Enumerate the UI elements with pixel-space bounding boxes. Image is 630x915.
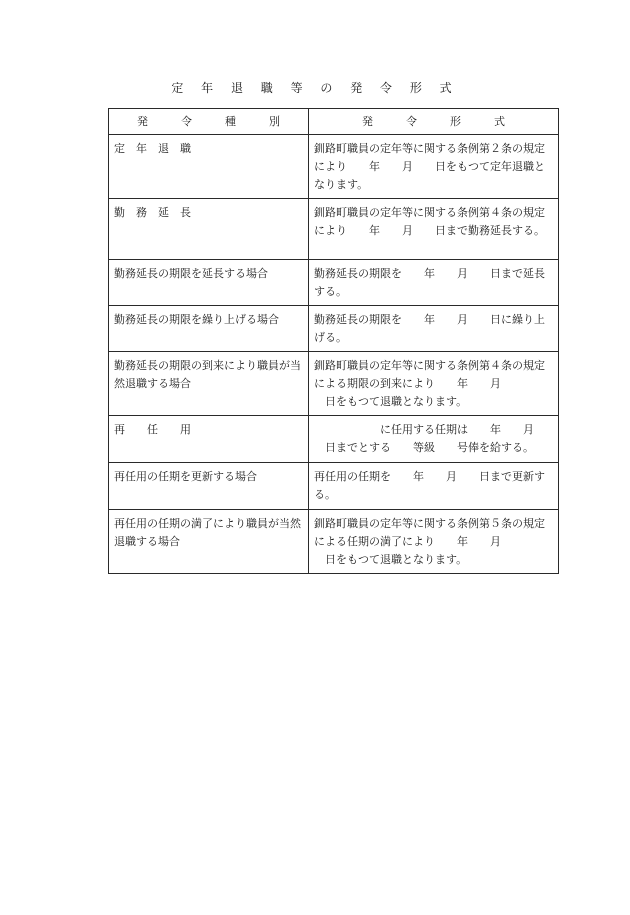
table-row bbox=[109, 416, 559, 463]
header-appointment-type: 発 令 種 別 bbox=[109, 109, 309, 135]
appointment-type-cell: 勤務延長の期限を繰り上げる場合 bbox=[109, 306, 309, 352]
appointment-type-cell: 再 任 用 bbox=[109, 416, 309, 463]
table-row bbox=[109, 135, 559, 199]
appointment-format-cell: 勤務延長の期限を 年 月 日に繰り上げる。 bbox=[309, 306, 559, 352]
document-title: 定 年 退 職 等 の 発 令 形 式 bbox=[171, 81, 459, 95]
appointment-format-cell: 釧路町職員の定年等に関する条例第５条の規定による任期の満了により 年 月 日をもつて退職となります。 bbox=[309, 510, 559, 574]
appointment-format-cell: 釧路町職員の定年等に関する条例第４条の規定による期限の到来により 年 月 日をもつて退職となります。 bbox=[309, 352, 559, 416]
appointment-type-cell: 勤務延長の期限の到来により職員が当然退職する場合 bbox=[109, 352, 309, 416]
appointment-type-cell: 再任用の任期を更新する場合 bbox=[109, 463, 309, 510]
appointment-format-cell: に任用する任期は 年 月 日までとする 等級 号俸を給する。 bbox=[309, 416, 559, 463]
table-row bbox=[109, 352, 559, 416]
appointment-format-cell: 釧路町職員の定年等に関する条例第２条の規定により 年 月 日をもつて定年退職となります。 bbox=[309, 135, 559, 199]
appointment-format-cell: 再任用の任期を 年 月 日まで更新する。 bbox=[309, 463, 559, 510]
appointment-format-cell: 釧路町職員の定年等に関する条例第４条の規定により 年 月 日まで勤務延長する。 bbox=[309, 199, 559, 260]
table-row bbox=[109, 199, 559, 260]
table-row bbox=[109, 510, 559, 574]
appointment-type-cell: 再任用の任期の満了により職員が当然退職する場合 bbox=[109, 510, 309, 574]
appointment-type-cell: 勤務延長の期限を延長する場合 bbox=[109, 260, 309, 306]
appointment-type-cell: 定 年 退 職 bbox=[109, 135, 309, 199]
header-appointment-format: 発 令 形 式 bbox=[309, 109, 559, 135]
table-row bbox=[109, 260, 559, 306]
table-row bbox=[109, 306, 559, 352]
appointment-type-cell: 勤 務 延 長 bbox=[109, 199, 309, 260]
table-row bbox=[109, 463, 559, 510]
table-header-row bbox=[109, 109, 559, 135]
appointment-format-table bbox=[108, 108, 559, 574]
appointment-format-cell: 勤務延長の期限を 年 月 日まで延長する。 bbox=[309, 260, 559, 306]
